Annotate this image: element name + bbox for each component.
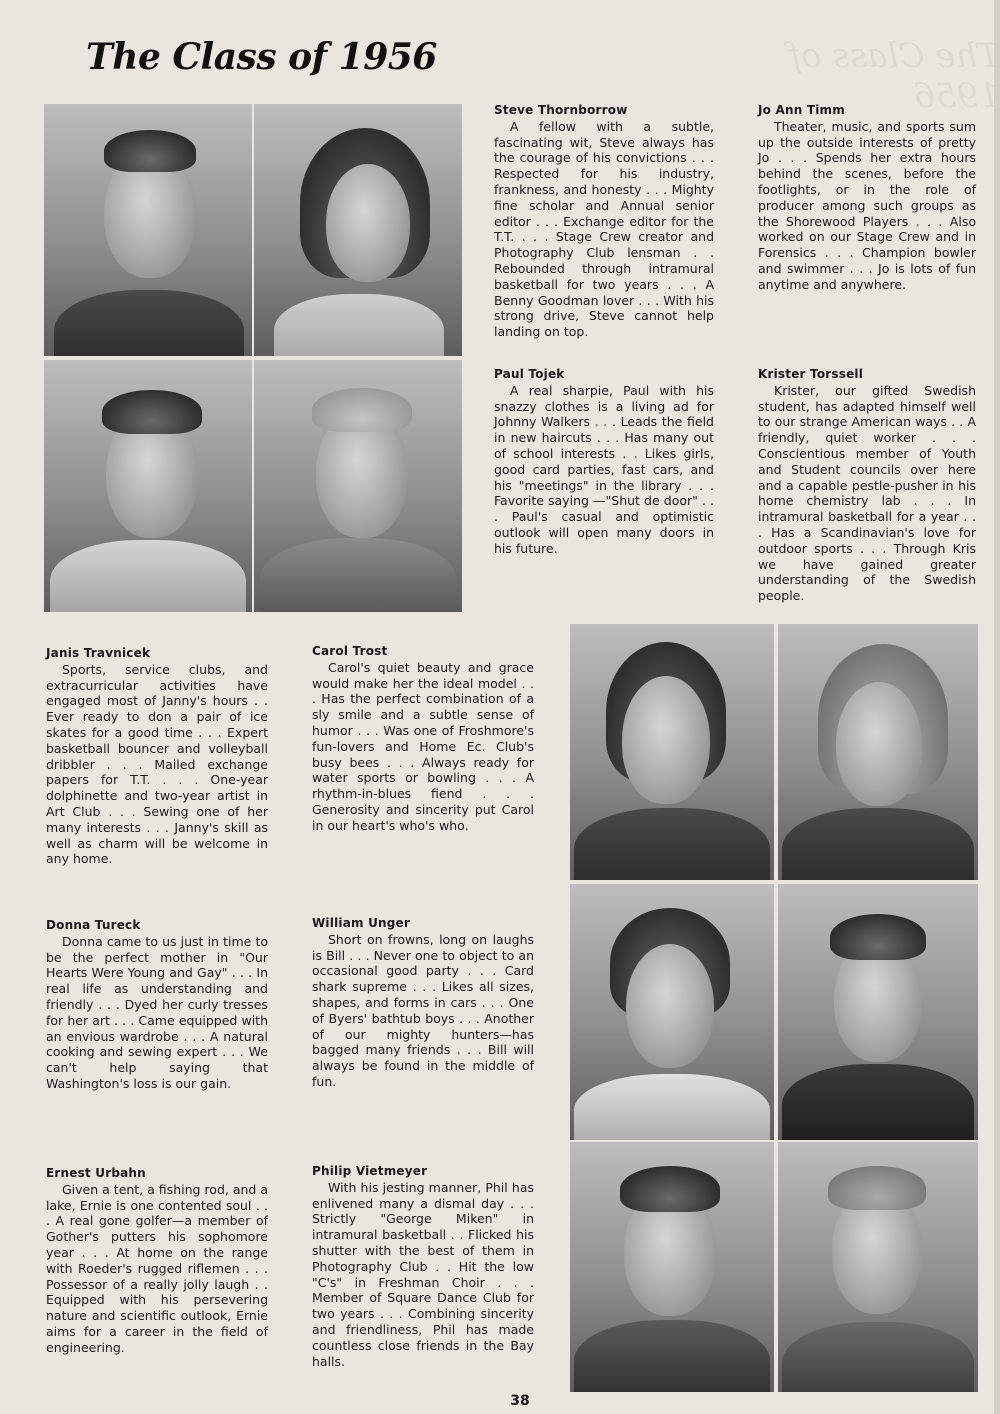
portrait-photo (778, 1142, 978, 1392)
student-entry-timm (758, 103, 976, 293)
student-bio: A real sharpie, Paul with his snazzy clothes is a living ad for Johnny Walkers . . . Leads the field in new haircuts . . . Has many out of school interests . . Likes girls, good card parties, fast cars, and his "meetings" in the library . . . Favorite saying —"Shut de door" . . . Paul's casual and optimistic outlook will open many doors in his future. (494, 382, 714, 556)
page-title: The Class of 1956 (86, 36, 437, 78)
student-name: Carol Trost (312, 644, 388, 658)
portrait-photo (570, 884, 774, 1140)
student-bio: Carol's quiet beauty and grace would make her the ideal model . . . Has the perfect combination of a sly smile and a subtle sense of humor . . . Was one of Froshmore's fun-lovers and Home Ec. Club's busy bees . . . Always ready for water sports or bowling . . . A rhythm-in-blues fiend . . . Generosity and sincerity put Carol in our heart's who's who. (312, 659, 534, 833)
student-bio: Sports, service clubs, and extracurricular activities have engaged most of Janny's hours . . Ever ready to don a pair of ice skates for a good time . . . Expert basketball bouncer and volleyball dribbler . . . Mailed exchange papers for T.T. . . . One-year dolphinette and two-year artist in Art Club . . . Sewing one of her many interests . . . Janny's skill as well as charm will be welcome in any home. (46, 661, 268, 867)
portrait-photo (44, 104, 252, 356)
student-name: William Unger (312, 916, 411, 930)
student-entry-vietmeyer (312, 1164, 534, 1369)
student-entry-urbahn (46, 1166, 268, 1356)
student-name: Jo Ann Timm (758, 103, 845, 117)
student-entry-travnicek (46, 646, 268, 867)
portrait-photo (254, 360, 462, 612)
student-entry-unger (312, 916, 534, 1090)
portrait-photo (570, 1142, 774, 1392)
student-name: Krister Torssell (758, 367, 864, 381)
portrait-photo (778, 624, 978, 880)
page-edge (994, 0, 1000, 1414)
student-bio: Krister, our gifted Swedish student, has adapted himself well to our strange American ways . . A friendly, quiet worker . . . Conscientious member of Youth and Student councils over here and a capable pestle-pusher in his home chemistry lab . . . In intramural basketball for a year . . . Has a Scandinavian's love for outdoor sports . . . Through Kris we have gained greater understanding of the Swedish people. (758, 382, 976, 604)
portrait-photo (44, 360, 252, 612)
student-bio: With his jesting manner, Phil has enlivened many a dismal day . . . Strictly "George Miken" in intramural basketball . . Flicked his shutter with the best of them in Photography Club . . Hit the low "C's" in Freshman Choir . . . Member of Square Dance Club for two years . . . Combining sincerity and friendliness, Phil has made countless close friends in the Bay halls. (312, 1179, 534, 1369)
student-name: Donna Tureck (46, 918, 141, 932)
student-entry-tureck (46, 918, 268, 1092)
student-bio: Theater, music, and sports sum up the outside interests of pretty Jo . . . Spends her extra hours behind the scenes, before the footlights, or in the role of producer among such groups as the Shorewood Players . . . Also worked on our Stage Crew and in Forensics . . . Champion bowler and swimmer . . . Jo is lots of fun anytime and anywhere. (758, 118, 976, 292)
portrait-photo (778, 884, 978, 1140)
student-entry-thornborrow (494, 103, 714, 340)
student-bio: Donna came to us just in time to be the perfect mother in "Our Hearts Were Young and Gay" . . . In real life as understanding and friendly . . . Dyed her curly tresses for her art . . . Came equipped with an envious wardrobe . . . A natural cooking and sewing expert . . . We can't help saying that Washington's loss is our gain. (46, 933, 268, 1091)
student-name: Ernest Urbahn (46, 1166, 146, 1180)
student-name: Steve Thornborrow (494, 103, 628, 117)
student-name: Philip Vietmeyer (312, 1164, 428, 1178)
page-number: 38 (510, 1393, 530, 1409)
portrait-photo (254, 104, 462, 356)
bleed-through-title: The Class of 1956 (788, 36, 1000, 116)
student-name: Janis Travnicek (46, 646, 151, 660)
student-entry-tojek (494, 367, 714, 557)
student-entry-trost (312, 644, 534, 834)
student-entry-torssell (758, 367, 976, 604)
student-bio: A fellow with a subtle, fascinating wit, Steve always has the courage of his convictions . . . Respected for his industry, frankness, and honesty . . . Mighty fine scholar and Annual senior editor . . . Exchange editor for the T.T. . . . Stage Crew creator and Photography Club lensman . . Rebounded through intramural basketball for two years . . . A Benny Goodman lover . . . With his strong drive, Steve cannot help landing on top. (494, 118, 714, 340)
student-name: Paul Tojek (494, 367, 565, 381)
student-bio: Short on frowns, long on laughs is Bill . . . Never one to object to an occasional good party . . . Card shark supreme . . . Likes all sizes, shapes, and forms in cars . . . One of Byers' bathtub boys . . . Another of our mighty hunters—has bagged many friends . . . Bill will always be found in the middle of fun. (312, 931, 534, 1089)
student-bio: Given a tent, a fishing rod, and a lake, Ernie is one contented soul . . . A real gone golfer—a member of Gother's putters his sophomore year . . . At home on the range with Roeder's rugged riflemen . . . Possessor of a really jolly laugh . . Equipped with his persevering nature and scientific outlook, Ernie aims for a career in the field of engineering. (46, 1181, 268, 1355)
portrait-photo (570, 624, 774, 880)
